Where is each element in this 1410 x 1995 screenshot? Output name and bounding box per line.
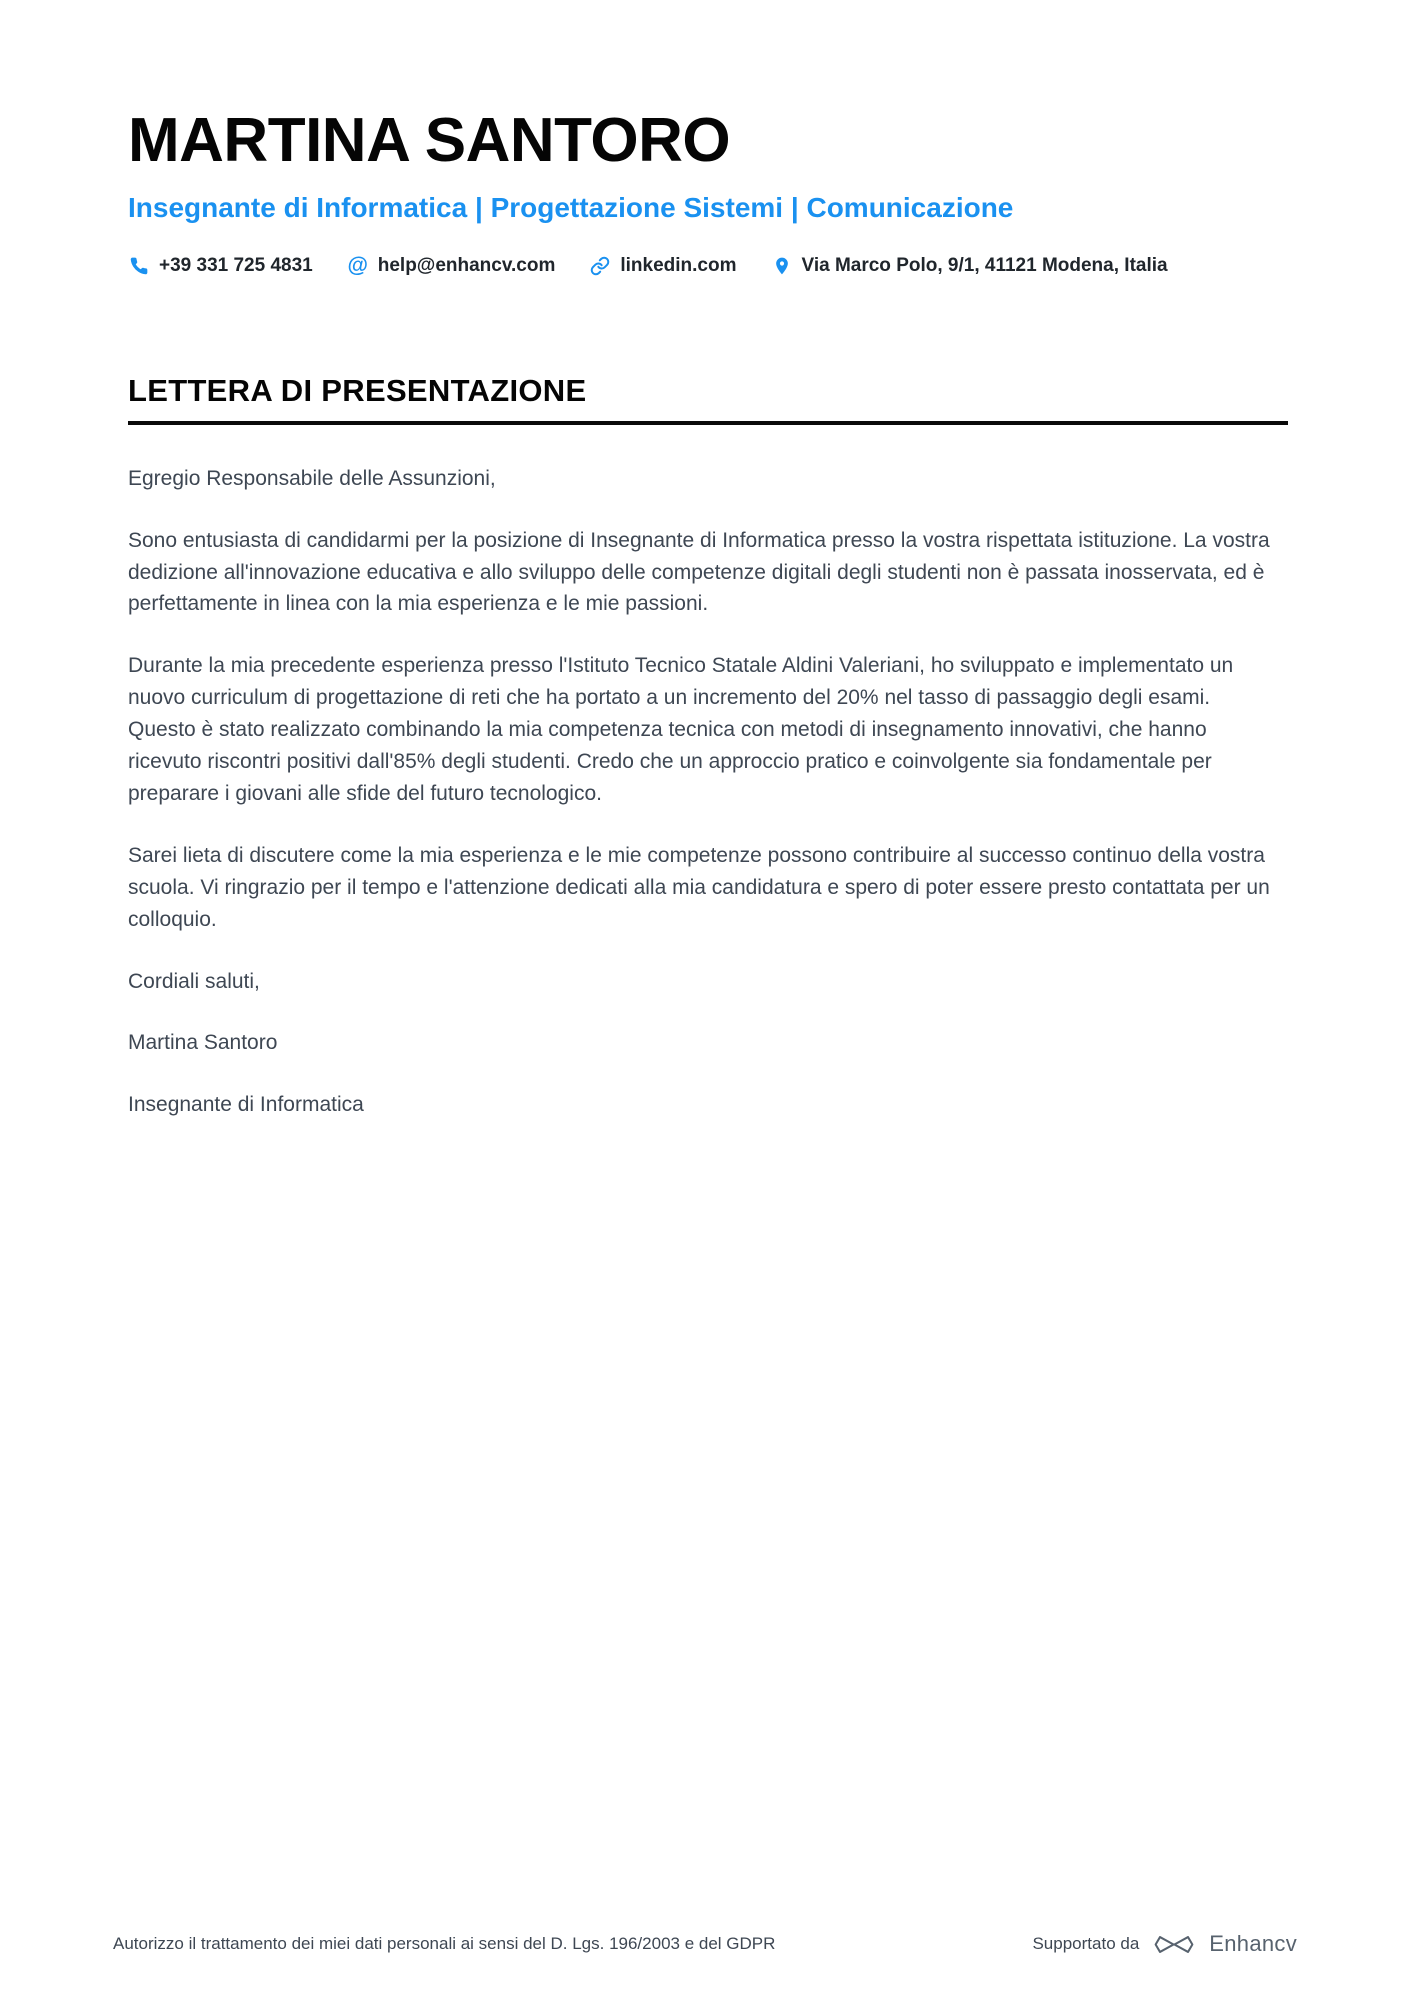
link-icon bbox=[589, 255, 611, 277]
powered-by-label: Supportato da bbox=[1032, 1934, 1140, 1953]
phone-icon bbox=[128, 255, 150, 277]
contact-linkedin[interactable] bbox=[589, 255, 736, 277]
letter-paragraph: Durante la mia precedente esperienza presso l'Istituto Tecnico Statale Aldini Valeriani, ho sviluppato e implementato un nuovo curriculum di progettazione di reti che ha portato a un incremento del 20% nel tasso di passaggio degli esami. Questo è stato realizzato combinando la mia competenza tecnica con metodi di insegnamento innovativi, che hanno ricevuto riscontri positivi dall'85% degli studenti. Credo che un approccio pratico e coinvolgente sia fondamentale per preparare i giovani alle sfide del futuro tecnologico. bbox=[128, 654, 1234, 805]
letter-greeting: Egregio Responsabile delle Assunzioni, bbox=[128, 466, 496, 490]
contact-row bbox=[128, 255, 1288, 277]
section-heading: LETTERA DI PRESENTAZIONE bbox=[128, 373, 1288, 425]
letter-paragraph: Sarei lieta di discutere come la mia esperienza e le mie competenze possono contribuire al successo continuo della vostra scuola. Vi ringrazio per il tempo e l'attenzione dedicati alla mia candidatura e spero di poter essere presto contattata per un colloquio. bbox=[128, 843, 1270, 931]
letter-signature-title: Insegnante di Informatica bbox=[128, 1093, 364, 1117]
letter-section bbox=[128, 373, 1288, 1122]
gdpr-notice: Autorizzo il trattamento dei miei dati personali ai sensi del D. Lgs. 196/2003 e del GDPR bbox=[113, 1934, 776, 1953]
letter-signature-name: Martina Santoro bbox=[128, 1031, 278, 1055]
at-icon: @ bbox=[347, 254, 368, 278]
powered-by-enhancv[interactable] bbox=[1032, 1931, 1297, 1957]
enhancv-logo-icon bbox=[1153, 1934, 1195, 1955]
contact-address[interactable] bbox=[771, 255, 1168, 277]
location-icon bbox=[771, 255, 793, 277]
contact-phone[interactable] bbox=[128, 255, 313, 277]
person-name: MARTINA SANTORO bbox=[128, 106, 731, 175]
letter-paragraph: Sono entusiasta di candidarmi per la posizione di Insegnante di Informatica presso la vostra rispettata istituzione. La vostra dedizione all'innovazione educativa e allo sviluppo delle competenze digitali degli studenti non è passata inosservata, ed è perfettamente in linea con la mia esperienza e le mie passioni. bbox=[128, 528, 1270, 616]
page-footer bbox=[113, 1931, 1297, 1957]
contact-phone-label: +39 331 725 4831 bbox=[159, 254, 313, 276]
job-title: Insegnante di Informatica | Progettazione Sistemi | Comunicazione bbox=[128, 192, 1014, 224]
contact-email[interactable] bbox=[347, 255, 556, 277]
letter-body bbox=[128, 463, 1278, 1122]
contact-address-label: Via Marco Polo, 9/1, 41121 Modena, Italia bbox=[801, 254, 1168, 276]
enhancv-brand-label: Enhancv bbox=[1209, 1931, 1297, 1956]
contact-email-label: help@enhancv.com bbox=[377, 254, 556, 276]
letter-closing: Cordiali saluti, bbox=[128, 969, 260, 993]
header bbox=[128, 108, 1288, 277]
contact-linkedin-label: linkedin.com bbox=[620, 254, 737, 276]
